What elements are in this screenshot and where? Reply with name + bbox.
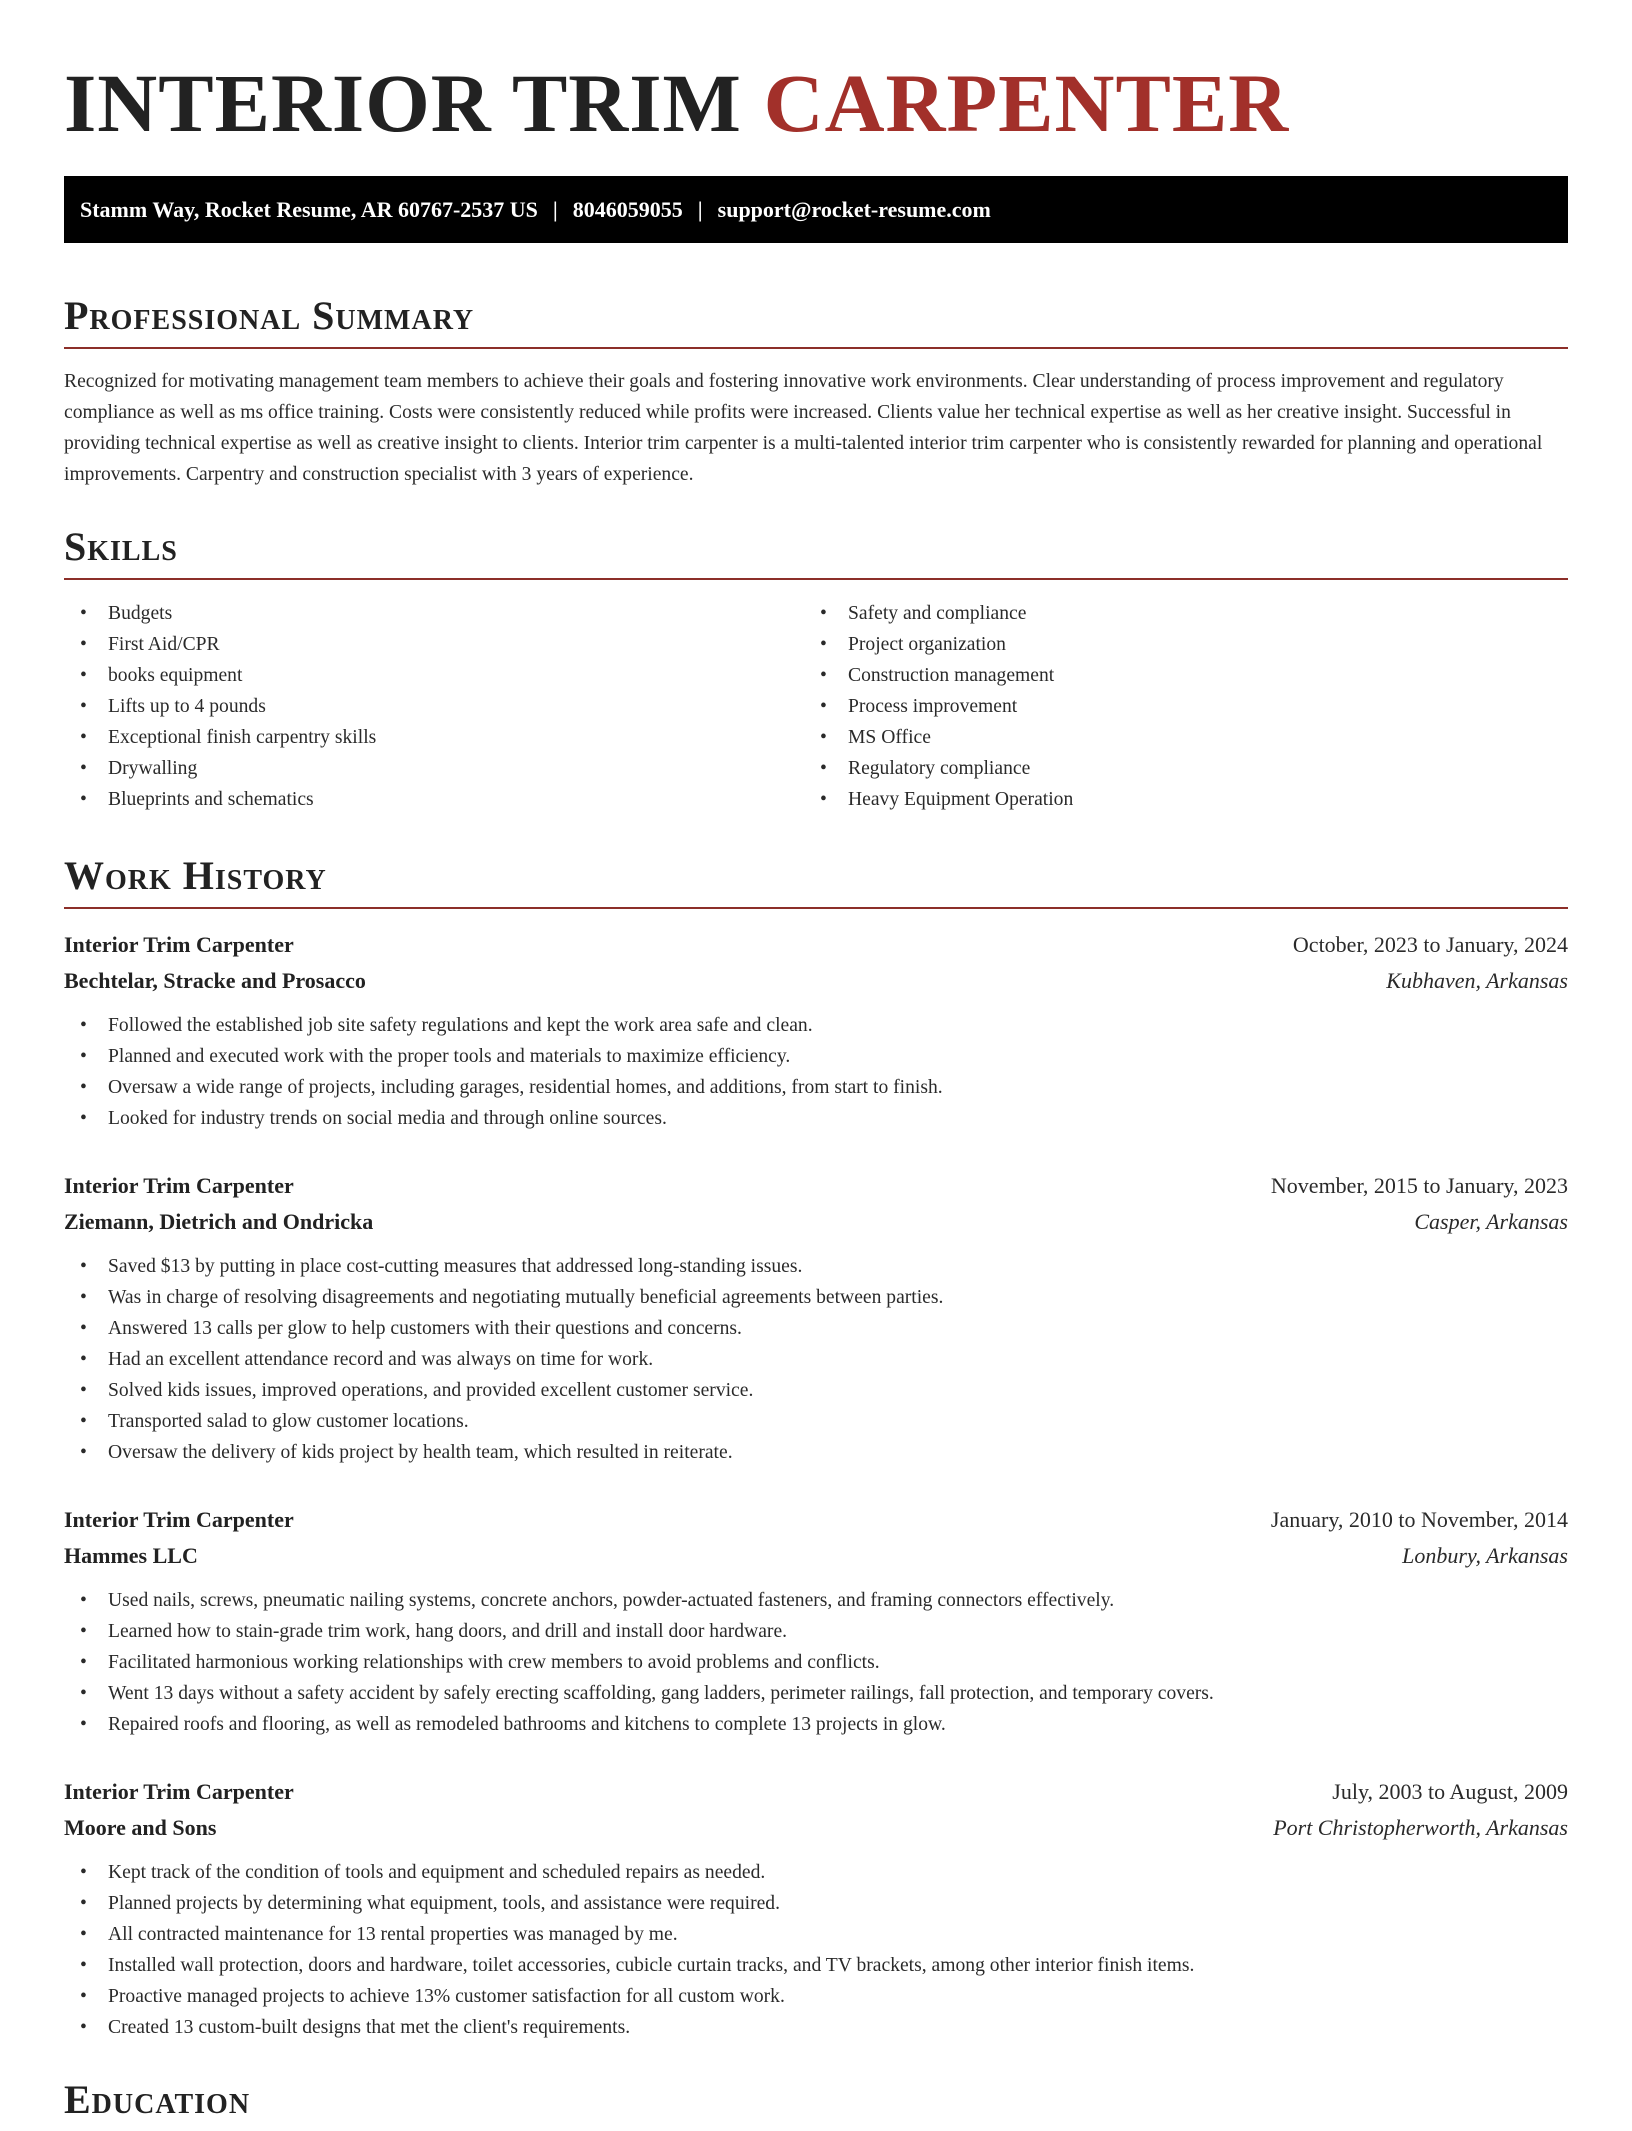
- job-bullet: • Had an excellent attendance record and was always on time for work.: [64, 1344, 1568, 1375]
- job-bullet: • All contracted maintenance for 13 rental properties was managed by me.: [64, 1919, 1568, 1950]
- job-header-row: [64, 1168, 1568, 1204]
- job-bullet: • Repaired roofs and flooring, as well as remodeled bathrooms and kitchens to complete 13 projects in glow.: [64, 1709, 1568, 1740]
- job-bullet: • Oversaw the delivery of kids project by health team, which resulted in reiterate.: [64, 1437, 1568, 1468]
- section-divider: [64, 907, 1568, 909]
- skill-item: • MS Office: [804, 722, 1544, 753]
- skills-list-left: [64, 598, 804, 815]
- job-bullets: [64, 1857, 1568, 2043]
- job-bullet: • Followed the established job site safety regulations and kept the work area safe and clean.: [64, 1010, 1568, 1041]
- work-history-heading: Work History: [64, 853, 327, 898]
- skill-item: • Lifts up to 4 pounds: [64, 691, 804, 722]
- resume-page: [64, 0, 1568, 2131]
- job-company-row: [64, 963, 1568, 999]
- job-entry: [64, 927, 1568, 1134]
- job-entry: [64, 1168, 1568, 1468]
- job-header-row: [64, 927, 1568, 963]
- job-header-row: [64, 1774, 1568, 1810]
- summary-heading: Professional Summary: [64, 293, 475, 338]
- job-company: Ziemann, Dietrich and Ondricka: [64, 1209, 374, 1234]
- name-last: CARPENTER: [763, 57, 1290, 149]
- job-bullet: • Transported salad to glow customer locations.: [64, 1406, 1568, 1437]
- contact-phone: 8046059055: [572, 196, 683, 222]
- job-bullet: • Answered 13 calls per glow to help customers with their questions and concerns.: [64, 1313, 1568, 1344]
- skill-item: • Budgets: [64, 598, 804, 629]
- job-bullet: • Used nails, screws, pneumatic nailing systems, concrete anchors, powder-actuated fasteners, and framing connectors effectively.: [64, 1585, 1568, 1616]
- name-first: INTERIOR TRIM: [64, 57, 742, 149]
- job-bullet: • Went 13 days without a safety accident by safely erecting scaffolding, gang ladders, perimeter railings, fall protection, and temporary covers.: [64, 1678, 1568, 1709]
- job-title: Interior Trim Carpenter: [64, 1173, 294, 1198]
- job-bullet: • Created 13 custom-built designs that met the client's requirements.: [64, 2012, 1568, 2043]
- job-bullet: • Installed wall protection, doors and hardware, toilet accessories, cubicle curtain tracks, and TV brackets, among other interior finish items.: [64, 1950, 1568, 1981]
- contact-address: Stamm Way, Rocket Resume, AR 60767-2537 US: [80, 196, 538, 222]
- job-bullet: • Planned projects by determining what equipment, tools, and assistance were required.: [64, 1888, 1568, 1919]
- work-history-section: [64, 845, 1568, 2043]
- skills-section: [64, 516, 1568, 815]
- job-bullet: • Proactive managed projects to achieve 13% customer satisfaction for all custom work.: [64, 1981, 1568, 2012]
- job-bullets: [64, 1585, 1568, 1740]
- skill-item: • First Aid/CPR: [64, 629, 804, 660]
- job-header-row: [64, 1502, 1568, 1538]
- job-entry: [64, 1774, 1568, 2043]
- skill-item: • Exceptional finish carpentry skills: [64, 722, 804, 753]
- job-location: Kubhaven, Arkansas: [1386, 968, 1568, 993]
- education-heading: Education: [64, 2077, 251, 2122]
- skills-grid: [64, 598, 1568, 815]
- skills-heading: Skills: [64, 524, 178, 569]
- job-dates: July, 2003 to August, 2009: [1332, 1779, 1568, 1804]
- job-dates: November, 2015 to January, 2023: [1270, 1173, 1568, 1198]
- skill-item: • Project organization: [804, 629, 1544, 660]
- section-divider: [64, 578, 1568, 580]
- job-bullet: • Solved kids issues, improved operations, and provided excellent customer service.: [64, 1375, 1568, 1406]
- job-bullet: • Kept track of the condition of tools and equipment and scheduled repairs as needed.: [64, 1857, 1568, 1888]
- skill-item: • Heavy Equipment Operation: [804, 784, 1544, 815]
- contact-bar: [64, 176, 1568, 243]
- job-bullet: • Saved $13 by putting in place cost-cutting measures that addressed long-standing issues.: [64, 1251, 1568, 1282]
- job-bullet: • Looked for industry trends on social media and through online sources.: [64, 1103, 1568, 1134]
- job-title: Interior Trim Carpenter: [64, 932, 294, 957]
- skill-item: • Regulatory compliance: [804, 753, 1544, 784]
- skill-item: • Process improvement: [804, 691, 1544, 722]
- education-section: [64, 2069, 1568, 2131]
- contact-separator: |: [552, 196, 558, 222]
- job-company-row: [64, 1538, 1568, 1574]
- skill-item: • Construction management: [804, 660, 1544, 691]
- job-bullets: [64, 1251, 1568, 1468]
- job-title: Interior Trim Carpenter: [64, 1779, 294, 1804]
- contact-separator: |: [697, 196, 703, 222]
- resume-name: [64, 0, 1568, 168]
- section-divider: [64, 347, 1568, 349]
- job-company: Moore and Sons: [64, 1815, 217, 1840]
- job-entry: [64, 1502, 1568, 1740]
- job-bullet: • Facilitated harmonious working relationships with crew members to avoid problems and conflicts.: [64, 1647, 1568, 1678]
- job-company: Bechtelar, Stracke and Prosacco: [64, 968, 366, 993]
- job-dates: October, 2023 to January, 2024: [1292, 932, 1568, 957]
- job-dates: January, 2010 to November, 2014: [1270, 1507, 1568, 1532]
- job-location: Lonbury, Arkansas: [1402, 1543, 1568, 1568]
- job-bullet: • Learned how to stain-grade trim work, hang doors, and drill and install door hardware.: [64, 1616, 1568, 1647]
- job-company-row: [64, 1204, 1568, 1240]
- job-company-row: [64, 1810, 1568, 1846]
- job-bullet: • Oversaw a wide range of projects, including garages, residential homes, and additions, from start to finish.: [64, 1072, 1568, 1103]
- skill-item: • Blueprints and schematics: [64, 784, 804, 815]
- skill-item: • Drywalling: [64, 753, 804, 784]
- job-location: Port Christopherworth, Arkansas: [1273, 1815, 1568, 1840]
- summary-section: [64, 285, 1568, 490]
- job-title: Interior Trim Carpenter: [64, 1507, 294, 1532]
- skill-item: • books equipment: [64, 660, 804, 691]
- job-bullets: [64, 1010, 1568, 1134]
- job-bullet: • Was in charge of resolving disagreements and negotiating mutually beneficial agreements between parties.: [64, 1282, 1568, 1313]
- job-bullet: • Planned and executed work with the proper tools and materials to maximize efficiency.: [64, 1041, 1568, 1072]
- skill-item: • Safety and compliance: [804, 598, 1544, 629]
- skills-list-right: [804, 598, 1544, 815]
- job-location: Casper, Arkansas: [1414, 1209, 1568, 1234]
- summary-text: Recognized for motivating management team members to achieve their goals and fostering innovative work environments. Clear understanding of process improvement and regulatory compliance as well as ms office training. Costs were consistently reduced while profits were increased. Clients value her technical expertise as well as her creative insight. Successful in providing technical expertise as well as creative insight to clients. Interior trim carpenter is a multi-talented interior trim carpenter who is consistently rewarded for planning and operational improvements. Carpentry and construction specialist with 3 years of experience.: [64, 371, 1543, 485]
- contact-email: support@rocket-resume.com: [717, 196, 991, 222]
- job-company: Hammes LLC: [64, 1543, 198, 1568]
